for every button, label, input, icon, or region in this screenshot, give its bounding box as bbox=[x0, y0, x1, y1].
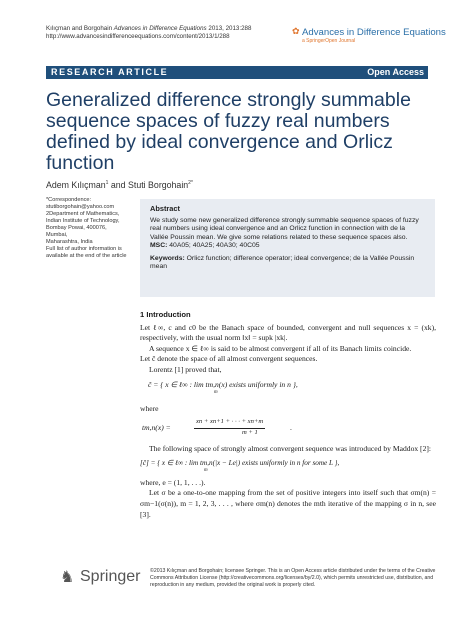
open-access-label: Open Access bbox=[367, 67, 424, 77]
abstract-heading: Abstract bbox=[150, 204, 180, 213]
page-title: Generalized difference strongly summable sequence spaces of fuzzy real numbers defined by ideal convergence and Orlicz function bbox=[46, 89, 411, 174]
header-citation bbox=[46, 25, 251, 41]
springer-logo[interactable] bbox=[60, 565, 144, 589]
sidebar-line: Full list of author information is bbox=[46, 246, 122, 252]
paragraph: The following space of strongly almost convergent sequence was introduced by Maddox [2]: bbox=[149, 444, 432, 454]
author-1-affil: 1 bbox=[105, 180, 109, 187]
sidebar-line: Bombay Powai, 400076, Mumbai, bbox=[46, 225, 107, 238]
author-2[interactable]: and Stuti Borgohain bbox=[110, 180, 189, 190]
sidebar-line: Maharashtra, India bbox=[46, 239, 93, 245]
sidebar-email[interactable]: stutiborgohain@yahoo.com bbox=[46, 204, 115, 210]
sidebar-line: Indian Institute of Technology, bbox=[46, 218, 120, 224]
paragraph: Let ĉ denote the space of all almost convergent sequences. bbox=[140, 354, 318, 364]
article-type-label: RESEARCH ARTICLE bbox=[51, 67, 169, 77]
equation-1-text: ĉ = { x ∈ ℓ∞ : lim tm,n(x) exists uniformly in n }, bbox=[148, 379, 298, 389]
paragraph: A sequence x ∈ ℓ∞ is said to be almost convergent if all of its Banach limits coincide. bbox=[149, 343, 412, 353]
abstract-text: We study some new generalized difference strongly summable sequence spaces of fuzzy real numbers using ideal convergence and an Orlicz function in connection with de la Vallée Poussin mean. We give some relations related to these sequence spaces also. bbox=[150, 216, 419, 241]
section-heading: 1 Introduction bbox=[140, 310, 191, 319]
equation-2-lhs: tm,n(x) = bbox=[142, 423, 171, 433]
journal-logo-icon: ✿ bbox=[292, 26, 300, 36]
paragraph: Let σ be a one-to-one mapping from the set of positive integers into itself such that σm(n) = σm−1(σ(n)), m = 1, 2, 3, . . . , where σm(n) denotes the mth iterative of the mapping σ in n, see [3]. bbox=[140, 488, 436, 519]
article-type-banner bbox=[46, 66, 428, 79]
equation-3-text: [ĉ] = { x ∈ ℓ∞ : lim tm,n(|x − Le|) exists uniformly in n for some L }, bbox=[140, 458, 340, 467]
journal-logo-title: Advances in Difference Equations bbox=[302, 27, 446, 38]
abstract-box bbox=[140, 199, 435, 297]
author-list bbox=[46, 180, 193, 190]
msc-codes: 40A05; 40A25; 40A30; 40C05 bbox=[169, 242, 260, 249]
equation-2-end: . bbox=[290, 423, 292, 433]
paragraph: Let ℓ∞, c and c0 be the Banach space of bounded, convergent and null sequences x = (xk), respectively, with the usual norm ‖x‖ = supk |xk|. bbox=[140, 322, 436, 343]
equation-3-sub: m bbox=[204, 467, 208, 473]
sidebar-line: *Correspondence: bbox=[46, 197, 92, 203]
author-2-affil: 2* bbox=[188, 180, 193, 187]
equation-1-sub: m bbox=[214, 389, 218, 395]
equation-2 bbox=[142, 417, 436, 441]
author-1[interactable]: Adem Kılıçman bbox=[46, 180, 106, 190]
correspondence-sidebar bbox=[46, 197, 128, 260]
equation-2-numerator: xn + xn+1 + · · · + xn+m bbox=[194, 417, 265, 429]
paragraph: Lorentz [1] proved that, bbox=[149, 364, 222, 374]
sidebar-line: 2Department of Mathematics, bbox=[46, 211, 120, 217]
equation-2-denominator: m + 1 bbox=[242, 429, 258, 437]
sidebar-line: available at the end of the article bbox=[46, 253, 127, 259]
paragraph: where bbox=[140, 403, 159, 413]
keywords-label: Keywords: bbox=[150, 254, 185, 262]
article-url[interactable]: http://www.advancesindifferenceequations.com/content/2013/1/288 bbox=[46, 33, 230, 40]
journal-logo[interactable] bbox=[292, 26, 446, 44]
msc-label: MSC: bbox=[150, 242, 168, 249]
citation-journal: Advances in Difference Equations bbox=[113, 25, 207, 32]
springer-brand: Springer bbox=[80, 568, 141, 585]
paragraph: where, e = (1, 1, . . .). bbox=[140, 477, 206, 487]
equation-1 bbox=[148, 380, 436, 400]
license-note: ©2013 Kılıçman and Borgohain; licensee Springer. This is an Open Access article distributed under the terms of the Creative Commons Attribution License (http://creativecommons.org/licenses/by/2.0), which permits unrestricted use, distribution, and reproduction in any medium, provided the original work is properly cited. bbox=[150, 568, 436, 588]
equation-3 bbox=[140, 458, 436, 476]
citation-authors: Kılıçman and Borgohain bbox=[46, 25, 113, 32]
springer-horse-icon: ♞ bbox=[60, 569, 75, 586]
journal-logo-subtitle: a SpringerOpen Journal bbox=[302, 38, 356, 44]
body-text bbox=[140, 310, 436, 520]
keywords-text: Orlicz function; difference operator; ideal convergence; de la Vallée Poussin mean bbox=[150, 254, 415, 270]
citation-rest: 2013, 2013:288 bbox=[208, 25, 252, 32]
